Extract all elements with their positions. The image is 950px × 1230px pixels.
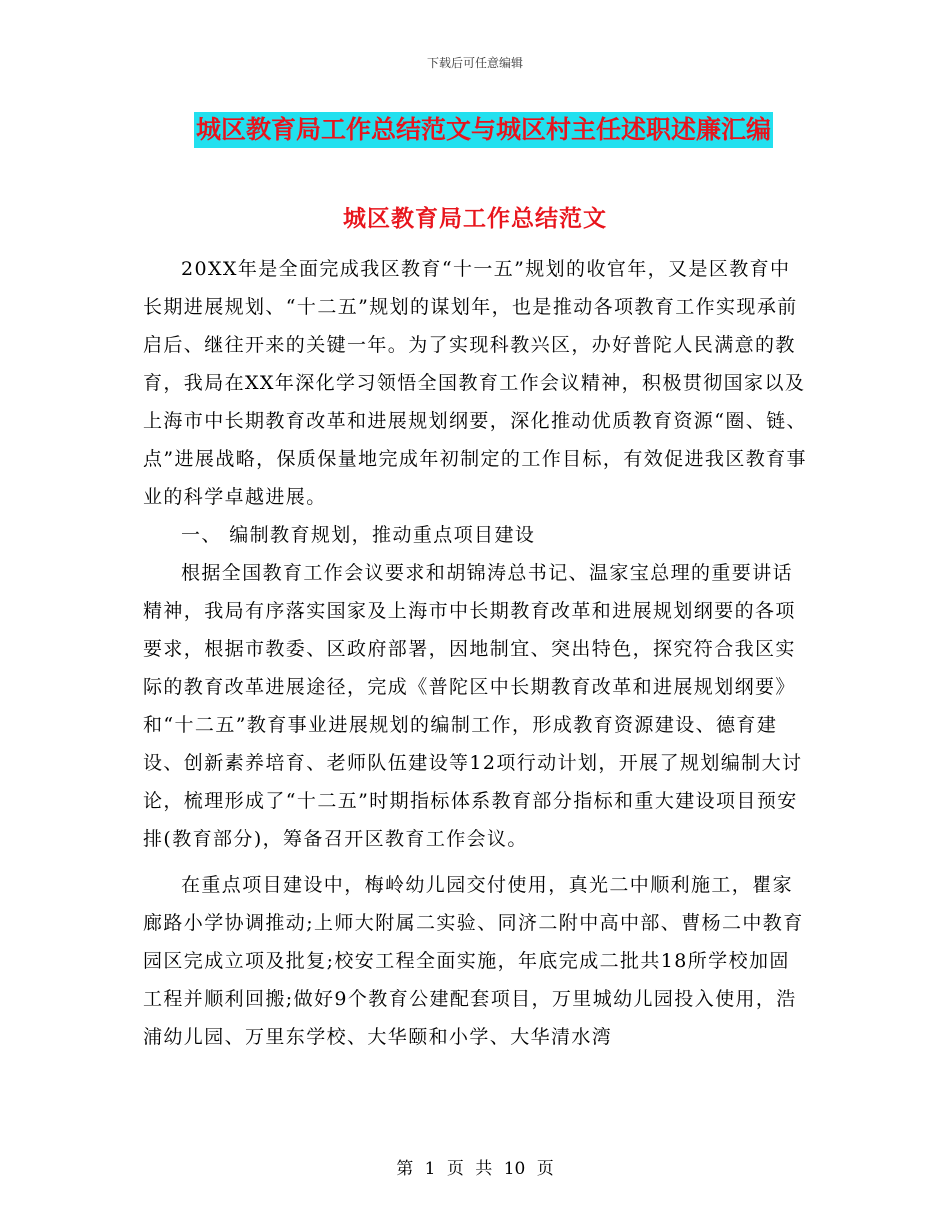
document-title: 城区教育局工作总结范文与城区村主任述职述廉汇编	[194, 112, 773, 148]
section-title: 城区教育局工作总结范文	[343, 205, 607, 232]
paragraph-intro: 20XX年是全面完成我区教育“十一五”规划的收官年，又是区教育中长期进展规划、“十二五”规划的谋划年，也是推动各项教育工作实现承前启后、继往开来的关键一年。为了实现科教兴区，办好普陀人民满意的教育，我局在XX年深化学习领悟全国教育工作会议精神，积极贯彻国家以及上海市中长期教育改革和进展规划纲要，深化推动优质教育资源“圈、链、点”进展战略，保质保量地完成年初制定的工作目标，有效促进我区教育事业的科学卓越进展。	[143, 258, 807, 508]
paragraph-heading-1: 一、 编制教育规划，推动重点项目建设	[181, 524, 536, 546]
page-footer: 第 1 页 共 10 页	[396, 1159, 554, 1179]
header-note: 下载后可任意编辑	[426, 56, 523, 70]
paragraph-education-planning: 根据全国教育工作会议要求和胡锦涛总书记、温家宝总理的重要讲话精神，我局有序落实国家及上海市中长期教育改革和进展规划纲要的各项要求，根据市教委、区政府部署，因地制宜、突出特色，探究符合我区实际的教育改革进展途径，完成《普陀区中长期教育改革和进展规划纲要》和“十二五”教育事业进展规划的编制工作，形成教育资源建设、德育建设、创新素养培育、老师队伍建设等12项行动计划，开展了规划编制大讨论，梳理形成了“十二五”时期指标体系教育部分指标和重大建设项目预安排(教育部分)，筹备召开区教育工作会议。	[143, 562, 803, 850]
body-text	[143, 250, 807, 1056]
paragraph-key-projects: 在重点项目建设中，梅岭幼儿园交付使用，真光二中顺利施工，瞿家廊路小学协调推动;上师大附属二实验、同济二附中高中部、曹杨二中教育园区完成立项及批复;校安工程全面实施，年底完成二批共18所学校加固工程并顺利回搬;做好9个教育公建配套项目，万里城幼儿园投入使用，浩浦幼儿园、万里东学校、大华颐和小学、大华清水湾	[143, 874, 804, 1048]
